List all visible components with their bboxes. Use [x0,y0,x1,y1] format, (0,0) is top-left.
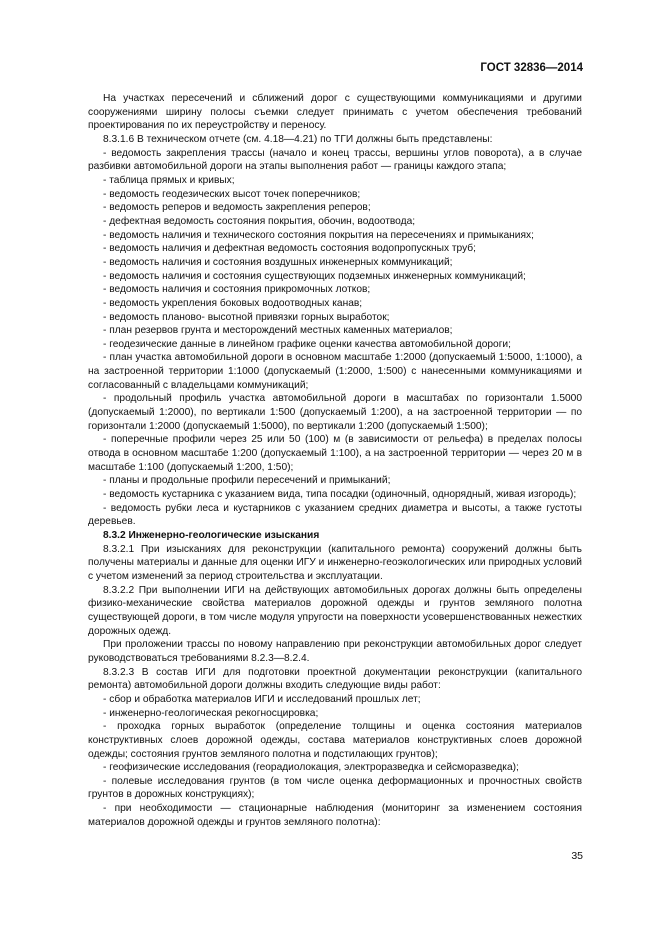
paragraph: 8.3.2.1 При изысканиях для реконструкции (капитального ремонта) сооружений должны быть получены материалы и данные для оценки ИГУ и инженерно-геоэкологических или природных условий с учетом изменений за период строительства и эксплуатации. [88,543,582,582]
list-item: - поперечные профили через 25 или 50 (100) м (в зависимости от рельефа) в пределах полосы отвода в основном масштабе 1:200 (допускаемый 1:100), а на застроенной территории — через 20 м в масштабе 1:100 (допускаемый 1:200, 1:50); [88,434,582,473]
list-item: - ведомость наличия и состояния существующих подземных инженерных коммуникаций; [103,270,526,282]
list-item: - ведомость наличия и технического состояния покрытия на пересечениях и примыканиях; [103,229,534,241]
list-item: - геофизические исследования (георадиолокация, электроразведка и сейсморазведка); [103,762,519,774]
list-item: - планы и продольные профили пересечений и примыканий; [103,475,391,487]
list-item: - ведомость закрепления трассы (начало и конец трассы, вершины углов поворота), а в случае разбивки автомобильной дороги на этапы выполнения работ — границы каждого этапа; [88,147,582,173]
list-item: - при необходимости — стационарные наблюдения (мониторинг за изменением состояния материалов дорожной одежды и грунтов земляного полотна): [88,803,582,828]
list-item: - дефектная ведомость состояния покрытия, обочин, водоотвода; [103,215,416,227]
section-heading: 8.3.2 Инженерно-геологические изыскания [103,530,320,541]
list-item: - ведомость кустарника с указанием вида, типа посадки (одиночный, однорядный, живая изгородь); [103,489,577,501]
list-item: - план резервов грунта и месторождений местных каменных материалов; [103,325,453,337]
list-item: - проходка горных выработок (определение толщины и оценка состояния материалов конструктивных слоев дорожной одежды, состава материалов конструктивных слоев дорожной одежды; состояния грунтов земляного полотна и подстилающих грунтов); [88,721,582,760]
list-item: - ведомость укрепления боковых водоотводных канав; [103,297,363,309]
list-item: - ведомость наличия и дефектная ведомость состояния водопропускных труб; [103,243,476,255]
list-item: - геодезические данные в линейном графике оценки качества автомобильной дороги; [103,338,511,350]
page-number: 35 [571,850,583,862]
document-body [88,92,582,829]
list-item: - таблица прямых и кривых; [103,174,235,186]
paragraph: 8.3.2.2 При выполнении ИГИ на действующих автомобильных дорогах должны быть определены физико-механические свойства материалов дорожной одежды и грунтов земляного полотна существующей дороги, в том числе модуля упругости на поверхности усовершенствованных нежестких дорожных одежд. [88,584,582,637]
list-item: - план участка автомобильной дороги в основном масштабе 1:2000 (допускаемый 1:5000, 1:1000), а на застроенной территории 1:1000 (допускаемый (1:2000, 1:500) с нанесенными коммуникациями и согласованный с владельцами коммуникаций; [88,352,582,391]
paragraph: На участках пересечений и сближений дорог с существующими коммуникациями и другими сооружениями ширину полосы съемки следует принимать с учетом обеспечения требований проектирования по их переустройству и переносу. [88,93,582,132]
list-item: - ведомость геодезических высот точек поперечников; [103,188,361,200]
list-item: - продольный профиль участка автомобильной дороги в масштабах по горизонтали 1.5000 (допускаемый 1:2000), по вертикали 1:500 (допускаемый 1:200), а на застроенной территории — по горизонтали 1:2000 (допускаемый 1:5000), по вертикали 1:200 (допускаемый 1:500); [88,393,582,432]
list-item: - сбор и обработка материалов ИГИ и исследований прошлых лет; [103,693,421,705]
list-item: - инженерно-геологическая рекогносцировка; [103,707,319,719]
list-item: - ведомость рубки леса и кустарников с указанием средних диаметра и высоты, а также густоты деревьев. [88,502,582,528]
paragraph: 8.3.1.6 В техническом отчете (см. 4.18—4.21) по ТГИ должны быть представлены: [103,133,493,145]
list-item: - ведомость наличия и состояния прикромочных лотков; [103,284,371,296]
paragraph: При проложении трассы по новому направлению при реконструкции автомобильных дорог следует руководствоваться требованиями 8.2.3—8.2.4. [88,639,582,664]
document-code: ГОСТ 32836—2014 [480,62,583,74]
paragraph: 8.3.2.3 В состав ИГИ для подготовки проектной документации реконструкции (капитального ремонта) автомобильной дороги должны входить следующие виды работ: [88,666,582,692]
list-item: - ведомость планово- высотной привязки горных выработок; [103,311,390,323]
list-item: - полевые исследования грунтов (в том числе оценка деформационных и прочностных свойств грунтов в дорожных конструкциях); [88,775,582,801]
list-item: - ведомость реперов и ведомость закрепления реперов; [103,202,371,214]
list-item: - ведомость наличия и состояния воздушных инженерных коммуникаций; [103,256,453,268]
